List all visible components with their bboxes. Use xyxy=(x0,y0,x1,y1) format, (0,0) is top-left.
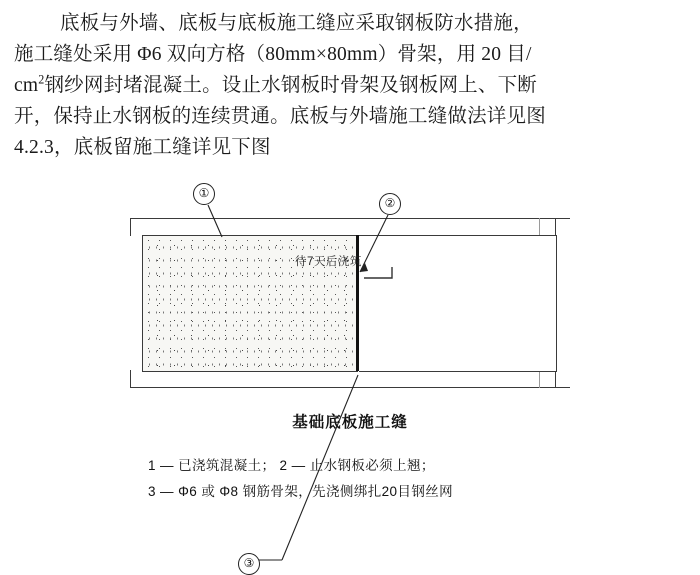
body-paragraph xyxy=(14,8,686,163)
paragraph-line-1: 底板与外墙、底板与底板施工缝应采取钢板防水措施， xyxy=(60,13,533,34)
paragraph-line-2: 施工缝处采用 Φ6 双向方格（80mm×80mm）骨架，用 20 目/ xyxy=(14,44,532,65)
paragraph-line-3-superscript: 2 xyxy=(38,72,45,87)
future-pour-label: 待7天后浇筑 xyxy=(295,256,362,268)
paragraph-line-3 xyxy=(14,70,686,101)
callout-marker-2: ② xyxy=(379,193,401,215)
paragraph-line-5: 4.2.3，底板留施工缝详见下图 xyxy=(14,137,271,158)
legend-line-2: 3 — Φ6 或 Φ8 钢筋骨架，先浇侧绑扎20目钢丝网 xyxy=(148,484,454,499)
figure-legend xyxy=(148,453,628,505)
construction-joint-figure xyxy=(0,175,700,570)
callout-marker-1: ① xyxy=(193,183,215,205)
callout-marker-3: ③ xyxy=(238,553,260,575)
legend-line-1: 1 — 已浇筑混凝土； 2 — 止水钢板必须上翘； xyxy=(148,458,435,473)
paragraph-line-3-prefix: cm xyxy=(14,75,39,96)
paragraph-line-4: 开，保持止水钢板的连续贯通。底板与外墙施工缝做法详见图 xyxy=(14,106,546,127)
figure-caption: 基础底板施工缝 xyxy=(292,414,408,431)
paragraph-line-3-rest: 钢纱网封堵混凝土。设止水钢板时骨架及钢板网上、下断 xyxy=(44,75,537,96)
